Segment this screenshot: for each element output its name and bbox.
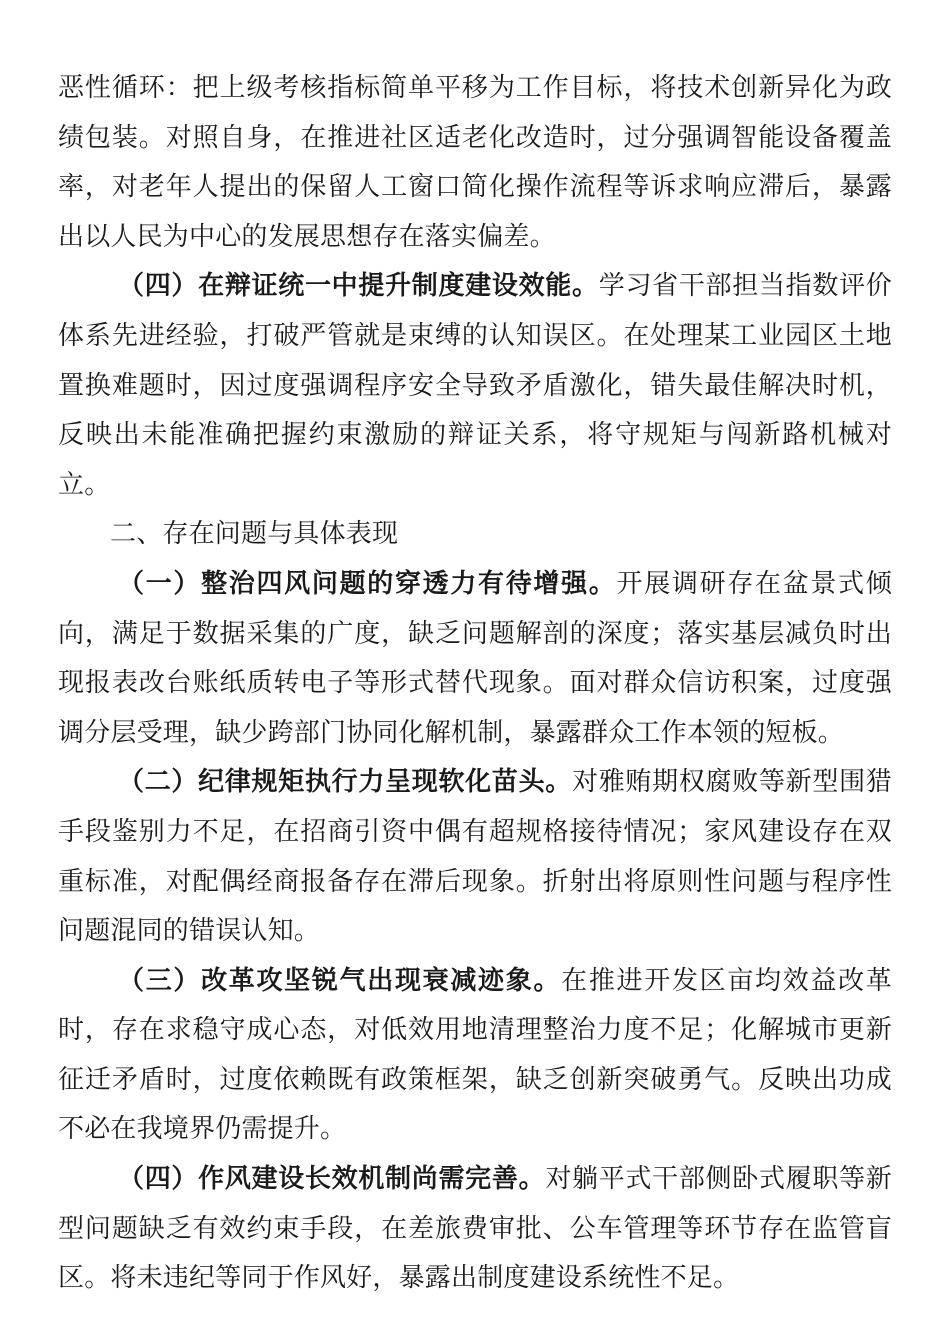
- paragraph-lead: （四）在辩证统一中提升制度建设效能。: [118, 271, 599, 302]
- section-heading: 二、存在问题与具体表现: [110, 519, 399, 550]
- paragraph-text: 对雅贿期权腐败等新型围猎手段鉴别力不足，在招商引资中偶有超规格接待情况；家风建设存在双重标准，对配偶经商报备存在滞后现象。折射出将原则性问题与程序性问题混同的错误认知。: [58, 767, 892, 947]
- paragraph-lead: （一）整治四风问题的穿透力有待增强。: [118, 568, 617, 599]
- document-page: [58, 64, 892, 1304]
- paragraph-problem-3: [58, 957, 892, 1155]
- paragraph-lead: （二）纪律规矩执行力呈现软化苗头。: [118, 767, 573, 798]
- paragraph-text: 开展调研存在盆景式倾向，满足于数据采集的广度，缺乏问题解剖的深度；落实基层减负时出现报表改台账纸质转电子等形式替代现象。面对群众信访积案，过度强调分层受理，缺少跨部门协同化解机制，暴露群众工作本领的短板。: [58, 568, 892, 748]
- paragraph-text: 在推进开发区亩均效益改革时，存在求稳守成心态，对低效用地清理整治力度不足；化解城市更新征迁矛盾时，过度依赖既有政策框架，缺乏创新突破勇气。反映出功成不必在我境界仍需提升。: [58, 965, 892, 1145]
- paragraph-continued: [58, 64, 892, 262]
- paragraph-problem-1: [58, 560, 892, 758]
- paragraph-problem-2: [58, 758, 892, 956]
- paragraph-text: 恶性循环：把上级考核指标简单平移为工作目标，将技术创新异化为政绩包装。对照自身，在推进社区适老化改造时，过分强调智能设备覆盖率，对老年人提出的保留人工窗口简化操作流程等诉求响应滞后，暴露出以人民为中心的发展思想存在落实偏差。: [58, 73, 892, 252]
- paragraph-point-4-institutional-efficiency: [58, 262, 892, 510]
- paragraph-lead: （四）作风建设长效机制尚需完善。: [118, 1164, 546, 1195]
- paragraph-text: 学习省干部担当指数评价体系先进经验，打破严管就是束缚的认知误区。在处理某工业园区土地置换难题时，因过度强调程序安全导致矛盾激化，错失最佳解决时机，反映出未能准确把握约束激励的辩证关系，将守规矩与闯新路机械对立。: [58, 271, 893, 500]
- paragraph-text: 对躺平式干部侧卧式履职等新型问题缺乏有效约束手段，在差旅费审批、公车管理等环节存在监管盲区。将未违纪等同于作风好，暴露出制度建设系统性不足。: [58, 1164, 892, 1294]
- paragraph-problem-4: [58, 1155, 892, 1304]
- paragraph-lead: （三）改革攻坚锐气出现衰减迹象。: [118, 965, 562, 996]
